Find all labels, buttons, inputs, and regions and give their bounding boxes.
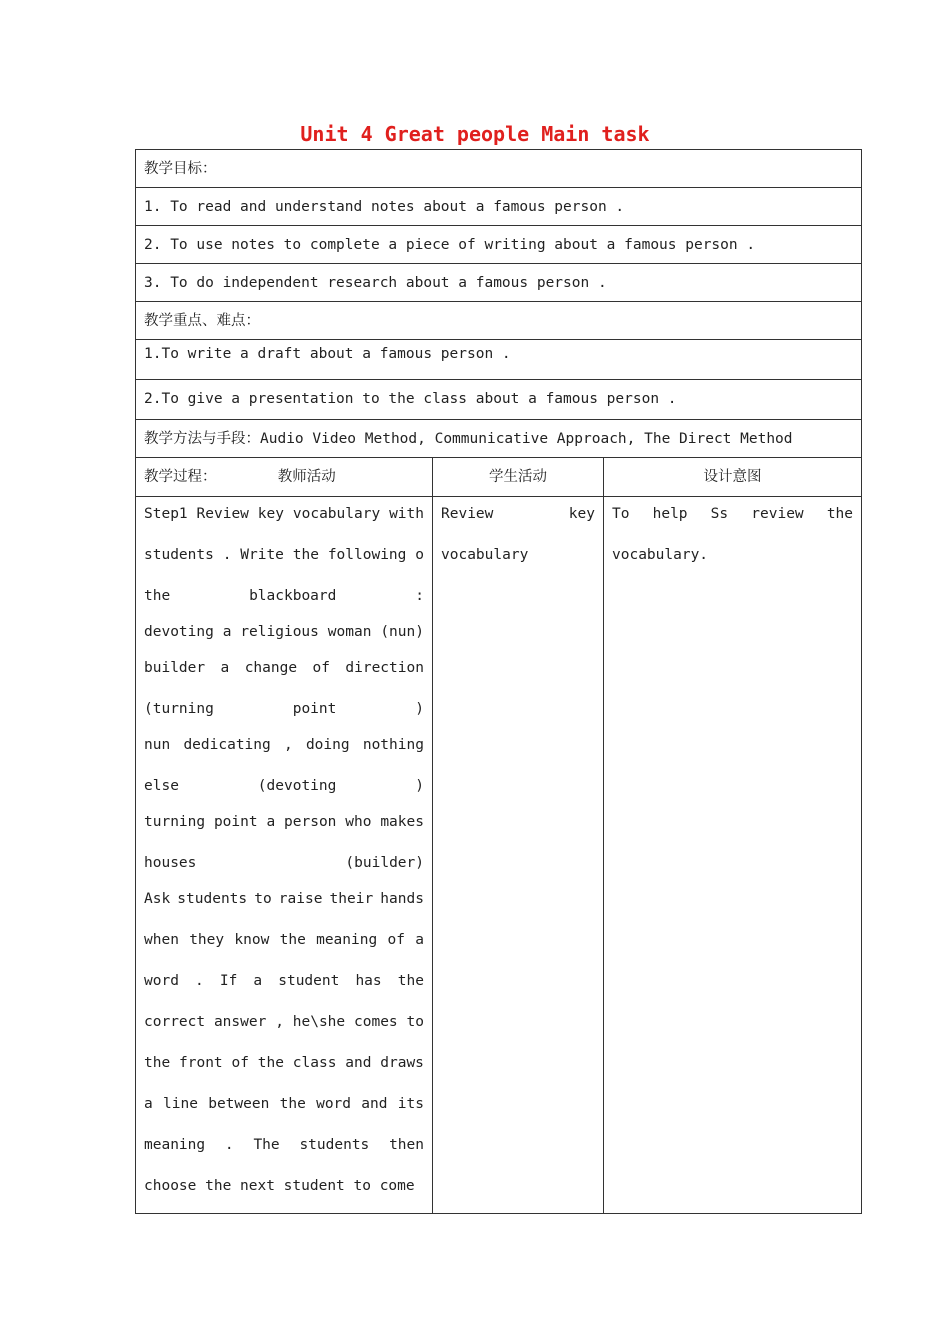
text-line: (turning point ): [144, 701, 424, 717]
key-point-2: 2.To give a presentation to the class about a famous person .: [136, 380, 862, 420]
objective-2: 2. To use notes to complete a piece of writing about a famous person .: [136, 226, 862, 264]
text-line: else (devoting ): [144, 778, 424, 794]
teacher-activity-text: [144, 500, 424, 1213]
text-line: Step1 Review key vocabulary with: [144, 506, 424, 522]
teacher-activity-cell: [136, 497, 433, 1214]
text-line: a line between the word and its: [144, 1096, 424, 1112]
text-line: devoting a religious woman (nun): [144, 624, 424, 640]
text-line: meaning . The students then: [144, 1137, 424, 1153]
text-line: students . Write the following o: [144, 547, 424, 563]
text-line: Ask students to raise their hands: [144, 891, 424, 907]
text-line: choose the next student to come: [144, 1178, 415, 1194]
text-line: To help Ss review the: [612, 506, 854, 522]
objective-3: 3. To do independent research about a famous person .: [136, 264, 862, 302]
teacher-activity-label: 教师活动: [277, 469, 336, 485]
student-activity-label: 学生活动: [433, 458, 604, 497]
key-points-heading: 教学重点、难点：: [136, 302, 862, 340]
objective-1: 1. To read and understand notes about a famous person .: [136, 188, 862, 226]
text-line: vocabulary.: [612, 547, 709, 563]
objectives-heading: 教学目标：: [136, 150, 862, 188]
process-header-cell: [136, 458, 433, 497]
text-line: the front of the class and draws: [144, 1055, 424, 1071]
design-intent-text: [612, 500, 853, 582]
text-line: the blackboard :: [144, 588, 424, 604]
text-line: word . If a student has the: [144, 973, 424, 989]
design-intent-cell: [604, 497, 862, 1214]
document-title: Unit 4 Great people Main task: [300, 122, 650, 146]
text-line: when they know the meaning of a: [144, 932, 424, 948]
text-line: houses (builder): [144, 855, 424, 871]
student-activity-text: [441, 500, 595, 582]
lesson-plan-table: [135, 149, 862, 1214]
text-line: Review key: [441, 506, 595, 522]
design-intent-label: 设计意图: [604, 458, 862, 497]
text-line: turning point a person who makes: [144, 814, 424, 830]
text-line: vocabulary: [441, 547, 529, 563]
methods-text: 教学方法与手段：Audio Video Method, Communicative Approach, The Direct Method: [136, 420, 862, 458]
text-line: nun dedicating , doing nothing: [144, 737, 424, 753]
text-line: correct answer , he\she comes to: [144, 1014, 424, 1030]
key-point-1: 1.To write a draft about a famous person .: [136, 340, 862, 380]
text-line: builder a change of direction: [144, 660, 424, 676]
process-label: 教学过程：: [144, 469, 217, 485]
student-activity-cell: [433, 497, 604, 1214]
